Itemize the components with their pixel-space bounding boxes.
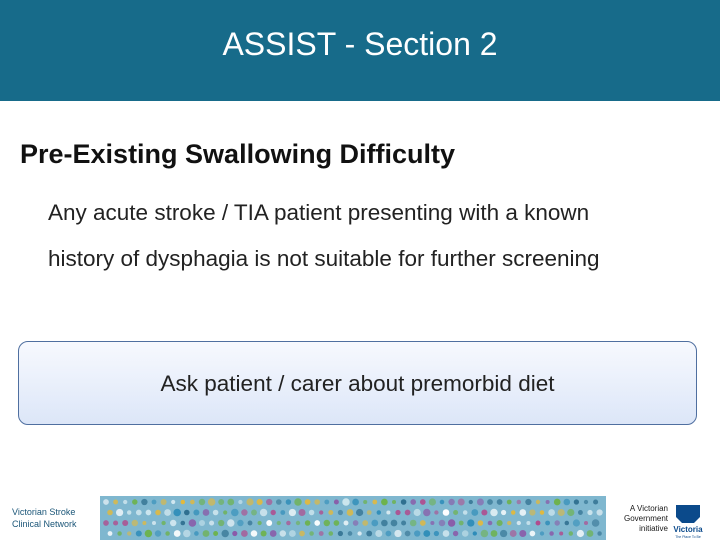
decorative-dot [423,509,430,516]
decorative-dot [367,510,372,515]
decorative-dot [270,510,275,515]
decorative-dot [375,530,382,537]
decorative-dot [145,530,152,537]
callout-box [18,341,697,425]
decorative-dot [381,499,388,506]
decorative-dot [423,530,430,537]
decorative-dot [567,509,574,516]
decorative-dot [132,520,138,526]
decorative-dot [507,521,511,525]
decorative-dot [344,521,349,526]
network-name-line: Clinical Network [12,519,77,529]
decorative-dot [305,520,310,525]
decorative-dot [280,530,286,536]
decorative-dot [309,531,314,536]
decorative-dot [401,520,406,525]
decorative-dot [261,530,267,536]
decorative-dot [549,531,553,535]
decorative-dot [467,519,474,526]
decorative-dot [136,530,142,536]
decorative-dot [338,510,343,515]
decorative-dot [189,519,197,527]
decorative-dot [584,521,588,525]
body-line: history of dysphagia is not suitable for further screening [48,246,600,271]
decorative-dot [113,520,118,525]
decorative-dot [593,499,598,504]
govt-line: Government [623,514,668,523]
decorative-dot [458,499,465,506]
decorative-dot [353,520,359,526]
decorative-dot [587,510,592,515]
decorative-dot [565,521,569,525]
decorative-dot [401,499,407,505]
decorative-dot [420,499,426,505]
decorative-dot [246,498,253,505]
decorative-dot [377,510,381,514]
decorative-dot [260,509,267,516]
decorative-dot [554,499,561,506]
decorative-dot [414,509,421,516]
decorative-dot [152,521,156,525]
decorative-dot [448,519,455,526]
decorative-dot [497,520,503,526]
decorative-dot [526,521,530,525]
decorative-dot [123,500,127,504]
decorative-dot [103,520,109,526]
decorative-dot [405,531,411,537]
decorative-dot [569,531,573,535]
decorative-dot [488,521,493,526]
decorative-dot [391,520,398,527]
decorative-dot [180,521,185,526]
decorative-dot [221,530,228,537]
decorative-dot [477,499,484,506]
decorative-dot [517,521,521,525]
decorative-dot [519,530,526,537]
decorative-dot [209,520,214,525]
callout-text: Ask patient / carer about premorbid diet [160,371,555,396]
decorative-dot [545,521,550,526]
decorative-dot [232,531,237,536]
decorative-dot [366,531,372,537]
body-line: Any acute stroke / TIA patient presenting with a known [48,200,590,225]
decorative-dot [414,530,420,536]
decorative-dot [146,510,152,516]
decorative-dot [394,530,401,537]
slide-title: ASSIST - Section 2 [222,26,498,62]
decorative-dot [587,530,594,537]
decorative-dot [257,521,261,525]
decorative-dot [257,499,263,505]
decorative-dot [347,509,354,516]
decorative-dot [194,531,199,536]
decorative-dot [164,509,171,516]
decorative-dot [116,509,123,516]
decorative-dot [405,510,411,516]
decorative-dot [574,499,579,504]
government-initiative-label [612,504,668,534]
decorative-dot [385,531,391,537]
decorative-dot [113,500,118,505]
decorative-dot [511,510,515,514]
decorative-dot [328,531,333,536]
decorative-dot [190,500,195,505]
decorative-dot [348,531,353,536]
decorative-dot [241,530,248,537]
decorative-dot [218,520,224,526]
decorative-dot [314,520,320,526]
decorative-dot [108,531,113,536]
decorative-dot [362,520,368,526]
decorative-dot [213,510,219,516]
decorative-dot [536,500,540,504]
decorative-dot [161,499,167,505]
decorative-dot [500,530,507,537]
decorative-dot [558,509,565,516]
decorative-dot [231,509,239,517]
decorative-dot [525,499,531,505]
decorative-dot [203,509,210,516]
victoria-logo-subtext: The Place To Be [675,535,701,539]
decorative-dot [471,509,478,516]
decorative-dot [592,519,600,527]
decorative-dot [381,520,388,527]
decorative-dot [227,499,234,506]
decorative-dot [453,510,458,515]
decorative-dot [540,510,545,515]
decorative-dot [132,499,137,504]
decorative-dot [141,499,147,505]
body-paragraph [48,190,698,282]
decorative-dot [577,530,584,537]
govt-line: initiative [639,524,668,533]
decorative-dot [170,520,176,526]
decorative-dot [238,500,242,504]
decorative-dot [155,510,160,515]
decorative-dot [448,499,454,505]
decorative-dot [481,509,487,515]
decorative-dot [199,499,205,505]
decorative-dot [536,521,541,526]
decorative-dot [107,510,113,516]
decorative-dot [296,521,300,525]
decorative-dot [334,520,340,526]
decorative-dot [171,500,175,504]
decorative-dot [559,531,563,535]
decorative-dot [280,510,285,515]
decorative-dot [122,520,128,526]
decorative-dot [478,520,483,525]
decorative-dot [223,510,227,514]
decorative-dot [314,499,320,505]
decorative-dot [434,531,439,536]
decorative-dot [174,530,181,537]
decorative-dot [462,530,469,537]
decorative-dot [328,510,333,515]
decorative-dot [497,499,503,505]
decorative-dot [203,530,210,537]
decorative-dot [277,521,281,525]
decorative-dot [334,500,339,505]
decorative-dot [251,510,257,516]
decorative-dot [363,500,367,504]
decorative-dot [193,510,199,516]
decorative-dot [564,499,571,506]
decorative-dot [136,510,142,516]
decorative-dot [305,499,311,505]
decorative-dot [103,499,109,505]
decorative-dot [127,531,131,535]
decorative-dot [490,509,497,516]
decorative-dot [443,530,450,537]
victoria-logo-text: Victoria [673,525,703,534]
decorative-dot [251,530,258,537]
decorative-dot [165,531,169,535]
decorative-dot [371,520,378,527]
decorative-dot [530,531,536,537]
decorative-dot [117,531,121,535]
decorative-dot [548,509,555,516]
decorative-dot [529,509,535,515]
victoria-logo [670,501,706,539]
decorative-dot-band [100,496,606,540]
decorative-dot [266,520,272,526]
decorative-dot [270,530,277,537]
decorative-dot [237,520,243,526]
decorative-dot [546,500,550,504]
decorative-dot [299,509,306,516]
decorative-dot [481,530,489,538]
decorative-dot [395,510,400,515]
decorative-dot [319,531,324,536]
decorative-dot [410,520,417,527]
decorative-dot [439,520,446,527]
decorative-dot [294,498,301,505]
decorative-dot [241,509,247,515]
decorative-dot [299,531,305,537]
decorative-dot [286,499,291,504]
decorative-dot [342,498,349,505]
victoria-map-icon [676,505,700,523]
decorative-dot [208,498,216,506]
decorative-dot [597,531,601,535]
decorative-dot [276,499,282,505]
decorative-dot [491,530,498,537]
decorative-dot [248,521,253,526]
decorative-dot [440,500,445,505]
decorative-dot [584,500,588,504]
slide-header [0,0,720,101]
decorative-dot [161,521,165,525]
decorative-dot [410,499,416,505]
decorative-dot [319,510,323,514]
decorative-dot [487,499,493,505]
network-name [12,506,96,530]
decorative-dot [227,519,234,526]
decorative-dot [338,531,343,536]
decorative-dot [453,531,458,536]
decorative-dot [554,520,559,525]
decorative-dot [286,521,291,526]
decorative-dot [127,510,131,514]
decorative-dot [392,500,396,504]
decorative-dot [386,510,390,514]
decorative-dot [352,499,359,506]
decorative-dot [289,530,296,537]
decorative-dot [357,531,361,535]
decorative-dot [463,510,468,515]
decorative-dot [540,531,544,535]
govt-line: A Victorian [629,504,668,513]
decorative-dot [181,500,185,504]
section-heading: Pre-Existing Swallowing Difficulty [20,139,456,169]
decorative-dot [443,509,450,516]
decorative-dot [459,521,464,526]
decorative-dot [213,531,218,536]
network-name-line: Victorian Stroke [12,507,76,517]
decorative-dot [173,509,181,517]
decorative-dot [507,500,512,505]
decorative-dot [596,509,602,515]
decorative-dot [469,500,473,504]
decorative-dot [324,500,329,505]
decorative-dot [430,521,434,525]
decorative-dot [578,510,583,515]
decorative-dot [309,510,315,516]
decorative-dot [473,531,477,535]
decorative-dot [501,510,506,515]
decorative-dot [372,500,377,505]
decorative-dot [199,520,205,526]
decorative-dot [356,509,363,516]
decorative-dot [183,530,190,537]
decorative-dot [152,500,157,505]
decorative-dot [434,510,438,514]
decorative-dot [519,509,526,516]
decorative-dot [517,500,521,504]
decorative-dot [324,520,330,526]
decorative-dot [142,521,146,525]
decorative-dot [510,530,517,537]
decorative-dot [155,530,161,536]
decorative-dot [184,510,190,516]
decorative-dot [218,499,224,505]
decorative-dot [573,519,580,526]
decorative-dot [289,509,296,516]
decorative-dot [266,499,272,505]
decorative-dot [429,498,436,505]
decorative-dot [420,520,426,526]
